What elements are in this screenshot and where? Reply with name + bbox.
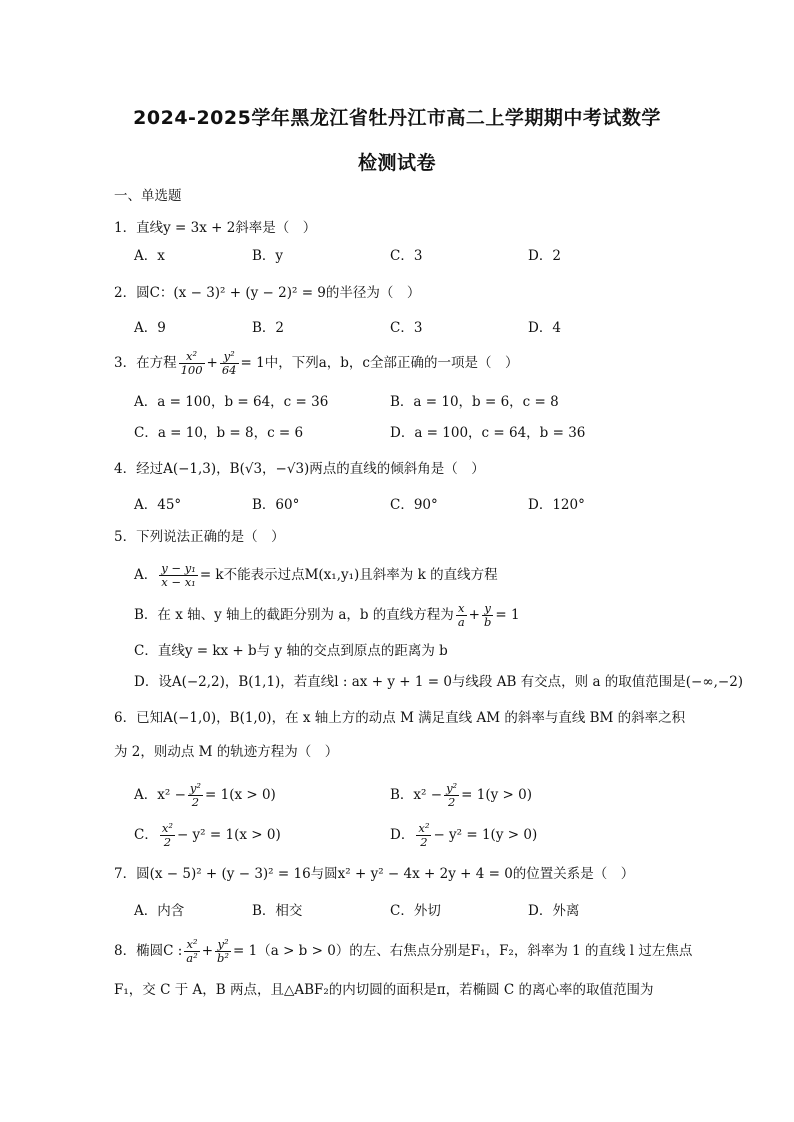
q5-option-a	[134, 562, 498, 589]
q3-option-c: C．a = 10，b = 8，c = 6	[134, 425, 304, 441]
q3-option-d: D．a = 100，c = 64，b = 36	[390, 425, 586, 441]
question-3-stem	[114, 350, 518, 377]
q6-d-den: 2	[420, 835, 428, 849]
q7-option-c: C．外切	[390, 903, 441, 919]
q6-b-num: y²	[446, 781, 458, 795]
question-6-stem-line1: 6．已知A(−1,0)，B(1,0)，在 x 轴上方的动点 M 满足直线 AM 的斜率与直线 BM 的斜率之积	[114, 710, 686, 726]
q8-plus: +	[201, 943, 214, 959]
q6-b-suffix: = 1(y > 0)	[461, 787, 533, 803]
q6-d-prefix: D．	[390, 827, 415, 843]
q1-option-c: C．3	[390, 248, 423, 264]
q4-option-c: C．90°	[390, 497, 438, 513]
q6-d-num: x²	[418, 821, 430, 835]
q5-option-c: C．直线y = kx + b与 y 轴的交点到原点的距离为 b	[134, 643, 448, 659]
q8-fraction-1	[184, 938, 199, 965]
q3-stem-prefix: 3．在方程	[114, 355, 177, 371]
q6-b-fraction	[444, 782, 459, 809]
q5-option-b	[134, 602, 520, 629]
q8-den2: b²	[217, 951, 230, 965]
section-heading: 一、单选题	[114, 188, 182, 204]
document-title-line2: 检测试卷	[357, 152, 436, 174]
q7-option-a: A．内含	[134, 903, 185, 919]
document-title-line1: 2024-2025学年黑龙江省牡丹江市高二上学期期中考试数学	[133, 107, 661, 129]
q6-a-suffix: = 1(x > 0)	[205, 787, 276, 803]
q6-c-num: x²	[161, 821, 173, 835]
q5-option-d: D．设A(−2,2)，B(1,1)，若直线l : ax + y + 1 = 0与线段 AB 有交点，则 a 的取值范围是(−∞,−2)	[134, 674, 744, 690]
q6-b-prefix: B．x² −	[390, 787, 443, 803]
q2-option-a: A．9	[134, 320, 166, 336]
q5-a-label: A．	[134, 567, 158, 583]
q6-c-suffix: − y² = 1(x > 0)	[176, 827, 281, 843]
q6-b-den: 2	[447, 795, 456, 809]
q8-fraction-2	[215, 938, 231, 965]
q5-b-suffix: = 1	[495, 607, 520, 623]
q5-b-den2: b	[483, 615, 492, 629]
q5-a-text: = k不能表示过点M(x₁,y₁)且斜率为 k 的直线方程	[199, 567, 498, 583]
q6-c-den: 2	[163, 835, 172, 849]
q6-a-fraction	[188, 782, 203, 809]
q6-d-suffix: − y² = 1(y > 0)	[433, 827, 538, 843]
q5-a-denominator: x − x₁	[161, 575, 196, 589]
q5-b-fraction-1	[456, 602, 467, 629]
q5-b-text: B．在 x 轴、y 轴上的截距分别为 a，b 的直线方程为	[134, 607, 454, 623]
q8-num1: x²	[184, 938, 199, 952]
q5-a-numerator: y − y₁	[161, 561, 196, 575]
q7-option-b: B．相交	[252, 903, 303, 919]
q2-option-b: B．2	[252, 320, 285, 336]
q5-b-den1: a	[457, 615, 465, 629]
q3-fraction-1	[179, 350, 205, 377]
q3-frac1-denominator: 100	[180, 363, 203, 377]
q6-option-d	[390, 822, 537, 849]
q2-option-c: C．3	[390, 320, 423, 336]
q3-frac2-denominator: 64	[221, 363, 237, 377]
q3-option-b: B．a = 10，b = 6，c = 8	[390, 394, 559, 410]
q5-b-num1: x	[456, 602, 467, 616]
q6-option-c	[134, 822, 281, 849]
q6-a-num: y²	[189, 781, 201, 795]
q6-d-fraction	[416, 822, 431, 849]
q3-option-a: A．a = 100，b = 64，c = 36	[134, 394, 329, 410]
q8-prefix: 8．椭圆C :	[114, 943, 183, 959]
q5-b-plus: +	[468, 607, 480, 623]
question-5-stem: 5．下列说法正确的是（ ）	[114, 529, 285, 545]
q3-fraction-2	[220, 350, 239, 377]
q1-option-b: B．y	[252, 248, 284, 264]
question-2-stem: 2．圆C：(x − 3)² + (y − 2)² = 9的半径为（ ）	[114, 285, 421, 301]
q8-den1: a²	[186, 951, 198, 965]
q3-plus: +	[206, 355, 218, 371]
question-7-stem: 7．圆(x − 5)² + (y − 3)² = 16与圆x² + y² − 4x + 2y + 4 = 0的位置关系是（ ）	[114, 866, 635, 882]
q6-c-fraction	[160, 822, 175, 849]
q1-option-d: D．2	[528, 248, 561, 264]
q2-option-d: D．4	[528, 320, 561, 336]
question-1-stem: 1．直线y = 3x + 2斜率是（ ）	[114, 220, 317, 236]
q4-option-a: A．45°	[134, 497, 182, 513]
q4-option-b: B．60°	[252, 497, 300, 513]
q4-option-d: D．120°	[528, 497, 585, 513]
question-8-stem-line2: F₁，交 C 于 A，B 两点，且△ABF₂的内切圆的面积是π，若椭圆 C 的离心率的取值范围为	[114, 982, 654, 998]
q5-a-fraction	[159, 562, 198, 589]
q3-stem-suffix: = 1中，下列a，b，c全部正确的一项是（ ）	[240, 355, 519, 371]
question-6-stem-line2: 为 2，则动点 M 的轨迹方程为（ ）	[114, 744, 339, 760]
q6-a-den: 2	[191, 795, 200, 809]
q8-stem-text: = 1（a > b > 0）的左、右焦点分别是F₁，F₂，斜率为 1 的直线 l 过左焦点	[233, 943, 693, 959]
q8-num2: y²	[215, 938, 231, 952]
q3-frac1-numerator: x²	[179, 350, 205, 364]
q3-frac2-numerator: y²	[220, 350, 239, 364]
q6-c-prefix: C．	[134, 827, 158, 843]
q1-option-a: A．x	[134, 248, 165, 264]
question-4-stem: 4．经过A(−1,3)，B(√3，−√3)两点的直线的倾斜角是（ ）	[114, 461, 485, 477]
q6-option-b	[390, 782, 532, 809]
q6-a-prefix: A．x² −	[134, 787, 186, 803]
question-8-stem-line1	[114, 938, 692, 965]
q5-b-fraction-2	[482, 602, 493, 629]
q6-option-a	[134, 782, 276, 809]
q5-b-num2: y	[482, 602, 493, 616]
q7-option-d: D．外离	[528, 903, 580, 919]
